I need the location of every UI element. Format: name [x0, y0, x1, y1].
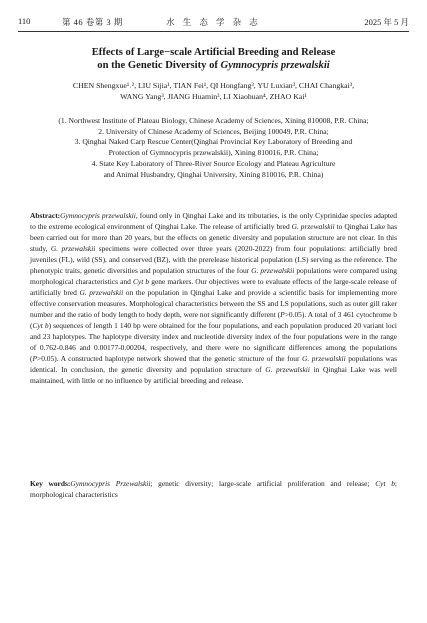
abstract-segment: populations were compared using morphological characteristics and: [30, 266, 397, 286]
title-line-1: Effects of Large−scale Artificial Breeding and Release: [91, 47, 336, 58]
abstract-segment: gene markers. Our objectives were to evaluate effects of the large-scale release of artificially bred: [30, 277, 397, 297]
keywords: [30, 478, 397, 500]
affiliation-line: Protection of Gymnocypris przewalskii), Xining 810016, P.R. China;: [108, 148, 319, 158]
abstract-segment: Cyt b: [32, 321, 49, 330]
authors-line-2: WANG Yang³, JIANG Huamin³, LI Xiaohuan⁴, ZHAO Kai¹: [120, 92, 307, 101]
abstract-segment: >0.05). A constructed haplotype network showed that the genetic structure of the four: [37, 354, 303, 363]
authors-line-1: CHEN Shengxue¹˒², LIU Sijia¹, TIAN Fei¹, QI Hongfang³, YU Luxian³, CHAI Changkai³,: [72, 81, 355, 90]
title-species: Gymnocypris przewalskii: [220, 60, 330, 71]
abstract-segment: G. przewalskii: [50, 244, 96, 253]
abstract-segment: G. przewalskii: [265, 365, 310, 374]
abstract-label: Abstract:: [30, 211, 61, 220]
keywords-label: Key words:: [30, 479, 71, 488]
keyword-segment: ; morphological characteristics: [30, 479, 397, 499]
abstract-segment: P: [32, 354, 38, 363]
abstract-segment: specimens were collected over three years (2020-2022) from four populations: artificially bred juveniles (FL), wild (SS), and conserved (BZ), with the prerelease historical population (LS) serving as the reference. The phenotypic traits, genetic diversities and population structures of the four: [30, 244, 397, 275]
abstract-segment: P: [280, 310, 285, 319]
affiliation-line: 2. University of Chinese Academy of Sciences, Beijing 100049, P.R. China;: [98, 126, 329, 136]
paper-title: [0, 46, 427, 72]
abstract-segment: >0.05). A total of 3 461 cytochrome b (: [30, 310, 397, 330]
abstract-segment: to Qinghai Lake has been carried out for more than 20 years, but the effects on genetic diversity and population structure are not clear. In this study,: [30, 222, 397, 253]
abstract-segment: , found only in Qinghai Lake and its tributaries, is the only Cyprinidae species adapted to the extreme ecological environment of Qinghai Lake. The release of artificially bred: [30, 211, 397, 231]
keyword-segment: Gymnocypris Przewalskii: [70, 479, 151, 488]
keyword-segment: ; genetic diversity; large-scale artificial proliferation and release;: [150, 479, 376, 488]
abstract: [30, 210, 397, 386]
abstract-segment: ) sequences of length 1 140 bp were obtained for the four populations, and each population produced 20 variant loci and 23 haplotypes. The haplotype diversity index and nucleotide diversity index of the four populations were in the range of 0.762-0.846 and 0.00177-0.00204, respectively, and there were no significant differences among the populations (: [30, 321, 397, 363]
abstract-segment: G. przewalskii: [291, 222, 335, 231]
affiliation-line: 4. State Key Laboratory of Three-River Source Ecology and Plateau Agriculture: [91, 158, 336, 168]
journal-name: 水 生 态 学 杂 志: [166, 17, 261, 27]
abstract-segment: on the population in Qinghai Lake and provide a scientific basis for implementing more effective conservation measures. Morphological characteristics between the SS and LS populations, such as outer gill raker number and the ratio of body length to body depth, were not significantly different (: [30, 288, 397, 319]
abstract-segment: populations was identical. In conclusion, the genetic diversity and population structure of: [30, 354, 397, 374]
affiliation-line: 3. Qinghai Naked Carp Rescue Center(Qinghai Provincial Key Laboratory of Breeding and: [74, 137, 353, 147]
issue-date: 2025 年 5 月: [364, 17, 409, 27]
header-rule: [18, 31, 409, 32]
abstract-segment: Gymnocypris przewalskii: [60, 211, 136, 220]
running-header: [18, 16, 409, 30]
abstract-segment: G. przewalskii: [302, 354, 346, 363]
page-number: 110: [18, 16, 31, 26]
title-line-2-prefix: on the Genetic Diversity of: [97, 60, 221, 71]
abstract-segment: in Qinghai Lake was well maintained, with little or no influence by artificial breeding and release.: [30, 365, 397, 385]
author-list: [20, 80, 407, 102]
affiliations: [28, 116, 399, 180]
abstract-segment: G. przewalskii: [251, 266, 295, 275]
affiliation-line: (1. Northwest Institute of Plateau Biology, Chinese Academy of Sciences, Xining 810008, P.R. China;: [58, 116, 369, 125]
affiliation-line: and Animal Husbandry, Qinghai University, Xining 810016, P.R. China): [103, 169, 324, 179]
title-line-2: [0, 59, 427, 72]
keyword-segment: Cyt b: [375, 479, 395, 488]
abstract-segment: G. przewalskii: [79, 288, 124, 297]
volume-issue: 第 46 卷第 3 期: [62, 17, 123, 27]
abstract-segment: Cyt b: [132, 277, 150, 286]
